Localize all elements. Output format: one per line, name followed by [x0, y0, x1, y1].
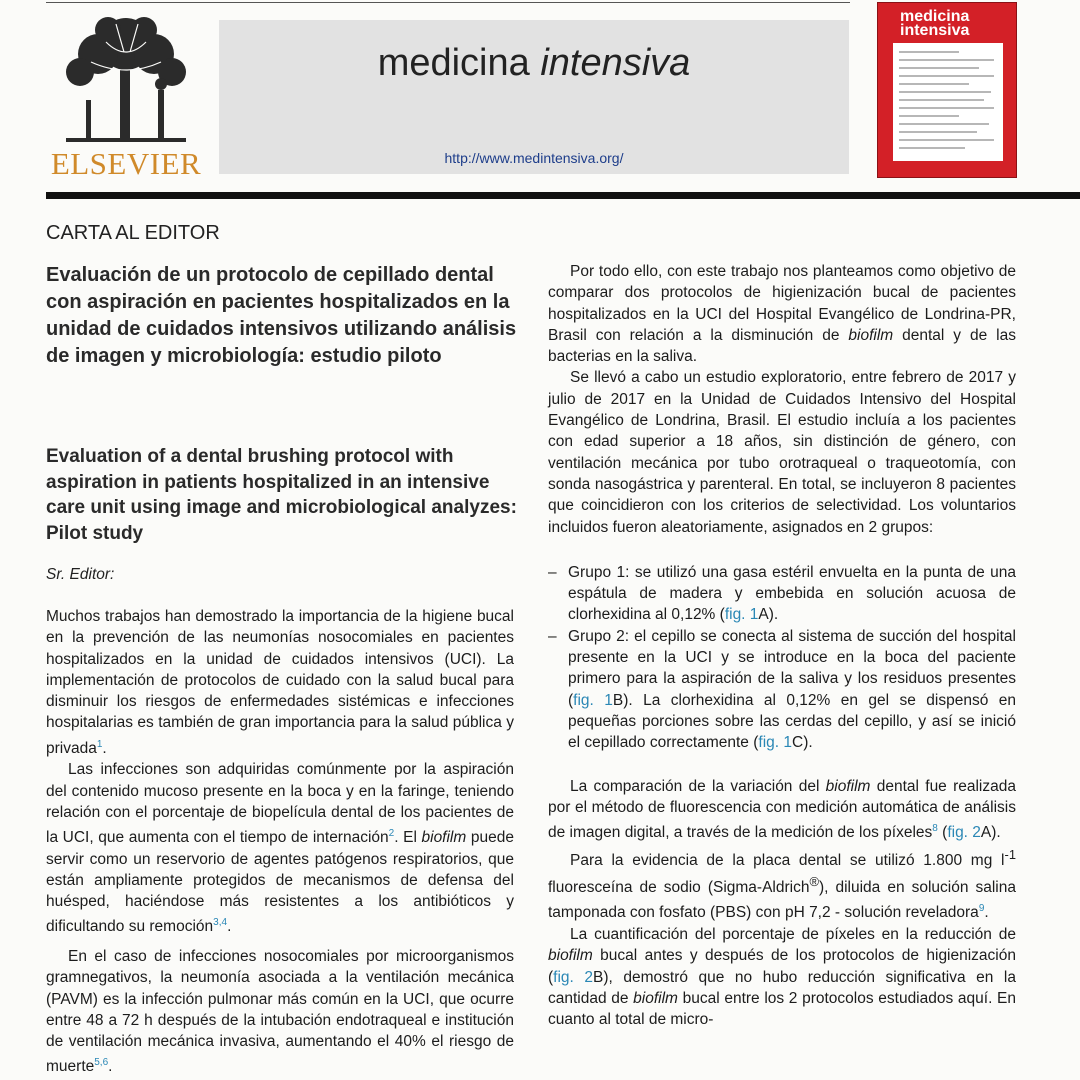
header-divider — [46, 192, 1080, 199]
list-item-group-1: – Grupo 1: se utilizó una gasa estéril envuelta en la punta de una espátula de madera y embebida en solución acuosa de clorhexidina al 0,12% (fig. 1A). — [548, 563, 1016, 624]
right-paragraph-3: La comparación de la variación del biofilm dental fue realizada por el método de fluorescencia con medición automática de análisis de imagen digital, a través de la medición de los píxeles$^8$ (fig. 2A). — [548, 777, 1016, 842]
right-paragraph-2: Se llevó a cabo un estudio exploratorio, entre febrero de 2017 y julio de 2017 en la Unidad de Cuidados Intensivo del Hospital Evangélico de Londrina, Brasil. El estudio incluía a los pacientes con edad superior a 18 años, sin distinción de género, con ventilación mecánica por tubo orotraqueal o traqueotomía, con sonda nasogástrica y parenteral. En total, se incluyeron 8 pacientes que coincidieron con los criterios de selectividad. Los voluntarios incluidos fueron aleatoriamente, asignados en 2 grupos: — [548, 369, 1016, 536]
journal-banner — [219, 20, 849, 174]
left-paragraph-2: Las infecciones son adquiridas comúnmente por la aspiración del contenido mucoso presente en la boca y en la faringe, teniendo relación con el porcentaje de biopelícula dental de los pacientes de la UCI, que aumenta con el tiempo de internación$^2$. El biofilm puede servir como un reservorio de agentes patógenos respiratorios, que están ampliamente protegidos de mecanismos de defensa del huésped, haciéndose más resistentes a los antibióticos y dificultando su remoción$^{3,4}$. — [46, 761, 514, 936]
figure-link[interactable]: fig. 1 — [758, 734, 793, 752]
citation-ref[interactable]: 9 — [978, 903, 985, 915]
group-list — [548, 562, 1016, 754]
figure-link[interactable]: fig. 1 — [724, 606, 759, 624]
right-paragraph-1: Por todo ello, con este trabajo nos planteamos como objetivo de comparar dos protocolos de higienización bucal de pacientes hospitalizados en la UCI del Hospital Evangélico de Londrina-PR, Brasil con relación a la disminución de biofilm dental y de las bacterias en la saliva. — [548, 263, 1016, 366]
figure-link[interactable]: fig. 1 — [573, 691, 613, 709]
journal-title: medicina intensiva — [377, 42, 691, 84]
figure-link[interactable]: fig. 2 — [553, 968, 594, 986]
right-column — [548, 261, 1016, 1030]
citation-ref[interactable]: 3,4 — [213, 917, 228, 929]
left-paragraph-3: En el caso de infecciones nosocomiales por microorganismos gramnegativos, la neumonía asociada a la ventilación mecánica (PAVM) es la infección pulmonar más común en la UCI, que ocurre entre 48 a 72 h después de la intubación endotraqueal e institución de ventilación mecánica invasiva, aumentando el 40% el riesgo de muerte$^{5,6}$. — [46, 947, 514, 1076]
top-rule — [46, 2, 850, 3]
salutation: Sr. Editor: — [46, 566, 115, 583]
list-item-group-2: – Grupo 2: el cepillo se conecta al sistema de succión del hospital presente en la UCI y se introduce en la boca del paciente primero para la aspiración de la saliva y los residuos presentes (fig. 1B). La clorhexidina al 0,12% en gel se dispensó en pequeñas porciones sobre las cerdas del cepillo, y así se inició el cepillado correctamente (fig. 1C). — [548, 627, 1016, 752]
cover-title: medicina intensiva — [900, 8, 970, 39]
article-title-spanish: Evaluación de un protocolo de cepillado dental con aspiración en pacientes hospitalizados en la unidad de cuidados intensivos utilizando análisis de imagen y microbiología: estudio piloto — [46, 264, 517, 367]
right-paragraph-4: Para la evidencia de la placa dental se utilizó 1.800 mg $l^{-1}$ fluoresceína de sodio (Sigma-Aldrich®), diluida en solución salina tamponada con fosfato (PBS) con pH 7,2 - solución reveladora$^9$. — [548, 846, 1016, 922]
citation-ref[interactable]: 5,6 — [94, 1057, 109, 1069]
cover-contents-page — [893, 43, 1003, 161]
publisher-name: ELSEVIER — [50, 146, 202, 181]
figure-link[interactable]: fig. 2 — [947, 824, 981, 842]
citation-ref[interactable]: 8 — [932, 823, 938, 835]
article-title-english: Evaluation of a dental brushing protocol with aspiration in patients hospitalized in an intensive care unit using image and microbiological analyzes: Pilot study — [46, 446, 517, 544]
section-label: CARTA AL EDITOR — [46, 222, 220, 244]
citation-ref[interactable]: 2 — [388, 828, 395, 840]
journal-url-link[interactable]: http://www.medintensiva.org/ — [444, 150, 624, 166]
citation-ref[interactable]: 1 — [96, 738, 103, 750]
left-column — [46, 606, 514, 1078]
right-paragraph-5: La cuantificación del porcentaje de píxeles en la reducción de biofilm bucal antes y después de los protocolos de higienización (fig. 2B), demostró que no hubo reducción significativa en la cantidad de biofilm bucal entre los 2 protocolos estudiados aquí. En cuanto al total de micro- — [548, 925, 1016, 1029]
left-paragraph-1: Muchos trabajos han demostrado la importancia de la higiene bucal en la prevención de las neumonías nosocomiales en pacientes hospitalizados en la unidad de cuidados intensivos (UCI). La implementación de protocolos de cuidado con la salud bucal para disminuir los riesgos de enfermedades sistémicas e infecciones hospitalarias es también de gran importancia para la salud pública y privada$^1$. — [46, 608, 514, 757]
journal-cover-thumbnail — [877, 2, 1017, 178]
